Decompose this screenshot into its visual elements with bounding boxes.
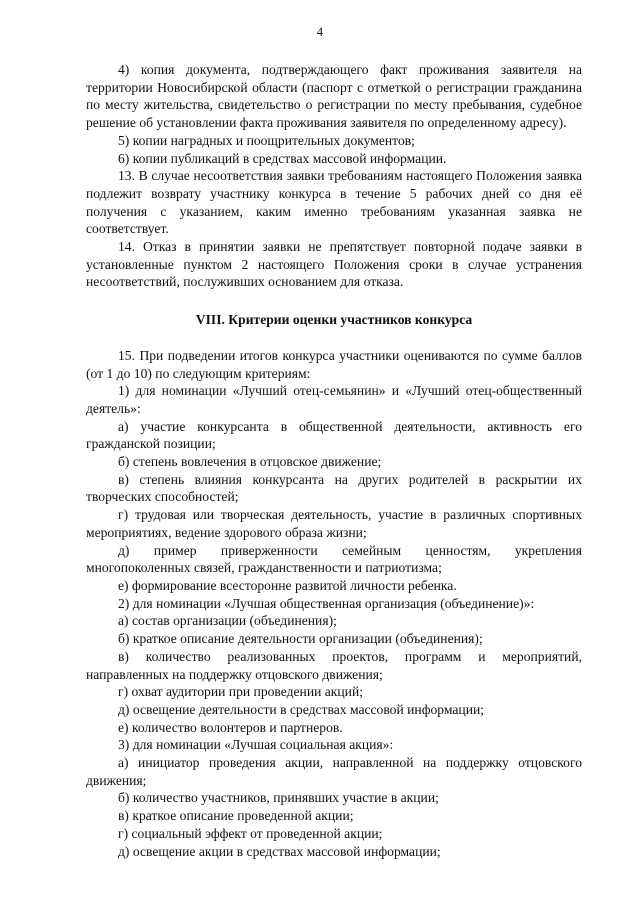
list-item: г) трудовая или творческая деятельность, участие в различных спортивных мероприятиях, ведение здорового образа жизни; xyxy=(86,507,582,540)
list-item: д) освещение акции в средствах массовой информации; xyxy=(118,843,441,859)
paragraph: 1) для номинации «Лучший отец-семьянин» и «Лучший отец-общественный деятель»: xyxy=(86,383,582,416)
list-item: е) количество волонтеров и партнеров. xyxy=(118,719,343,735)
paragraph: 15. При подведении итогов конкурса участники оцениваются по сумме баллов (от 1 до 10) по следующим критериям: xyxy=(86,347,582,381)
list-item: а) состав организации (объединения); xyxy=(118,613,337,629)
list-item: а) инициатор проведения акции, направленной на поддержку отцовского движения; xyxy=(86,755,582,788)
list-item: в) количество реализованных проектов, программ и мероприятий, направленных на поддержку отцовского движения; xyxy=(86,648,582,682)
list-item: е) формирование всесторонне развитой личности ребенка. xyxy=(118,577,457,593)
section-heading: VIII. Критерии оценки участников конкурса xyxy=(195,312,473,328)
paragraph: 14. Отказ в принятии заявки не препятствует повторной подаче заявки в установленные пунктом 2 настоящего Положения сроки в случае устранения несоответствий, послуживших основанием для отказа. xyxy=(86,239,582,290)
paragraph: 2) для номинации «Лучшая общественная организация (объединение)»: xyxy=(118,595,535,611)
list-item: б) степень вовлечения в отцовское движение; xyxy=(118,454,382,470)
list-item: б) количество участников, принявших участие в акции; xyxy=(118,790,439,806)
list-item: в) степень влияния конкурсанта на других родителей в раскрытии их творческих способностей; xyxy=(86,471,582,505)
page-number: 4 xyxy=(316,25,324,39)
list-item: г) социальный эффект от проведенной акции; xyxy=(118,825,383,841)
paragraph: 6) копии публикаций в средствах массовой информации. xyxy=(118,150,447,166)
list-item: б) краткое описание деятельности организации (объединения); xyxy=(118,631,483,647)
paragraph: 13. В случае несоответствия заявки требованиям настоящего Положения заявка подлежит возврату участнику конкурса в течение 5 рабочих дней со дня её получения с указанием, каким именно требованиям указанная заявка не соответствует. xyxy=(86,168,582,237)
list-item: г) охват аудитории при проведении акций; xyxy=(118,684,364,700)
paragraph: 3) для номинации «Лучшая социальная акция»: xyxy=(118,737,394,753)
list-item: а) участие конкурсанта в общественной деятельности, активность его гражданской позиции; xyxy=(86,418,582,452)
paragraph: 5) копии наградных и поощрительных документов; xyxy=(118,132,415,148)
paragraph: 4) копия документа, подтверждающего факт проживания заявителя на территории Новосибирской области (паспорт с отметкой о регистрации гражданина по месту жительства, свидетельство о регистрации по месту пребывания, судебное решение об установлении факта проживания заявителя по определенному адресу). xyxy=(86,62,582,131)
list-item: в) краткое описание проведенной акции; xyxy=(118,808,354,824)
list-item: д) пример приверженности семейным ценностям, укрепления многопоколенных связей, гражданственности и патриотизма; xyxy=(86,542,582,576)
list-item: д) освещение деятельности в средствах массовой информации; xyxy=(118,701,485,717)
document-body xyxy=(86,61,582,860)
